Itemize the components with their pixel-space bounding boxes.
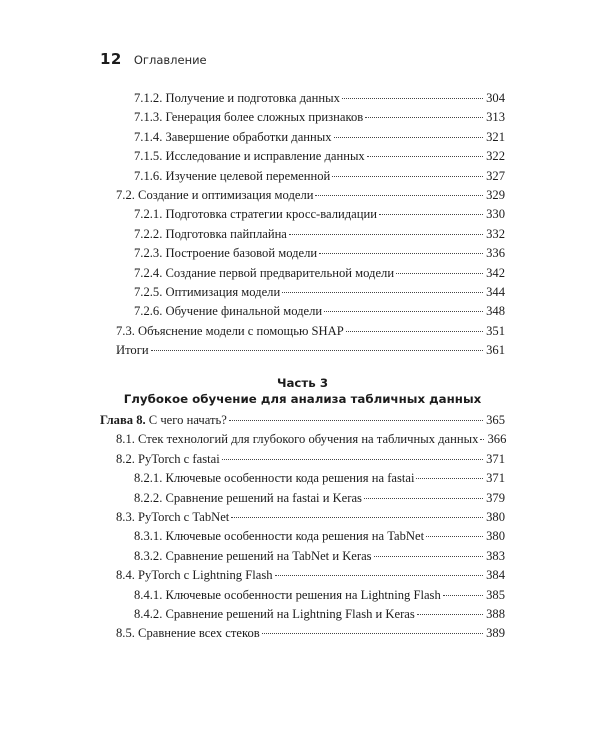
toc-entry-page-number: 329 bbox=[486, 187, 505, 202]
toc-entry-text: 7.1.3. Генерация более сложных признаков bbox=[134, 110, 364, 125]
toc-entry bbox=[100, 586, 505, 605]
running-head bbox=[100, 50, 207, 70]
dot-leader bbox=[417, 614, 483, 615]
toc-section-chapter-8 bbox=[100, 411, 505, 644]
dot-leader bbox=[379, 214, 483, 215]
toc-entry bbox=[100, 624, 505, 643]
toc-entry bbox=[100, 128, 505, 147]
dot-leader bbox=[396, 273, 483, 274]
toc-entry bbox=[100, 283, 505, 302]
toc-entry-text: 8.1. Стек технологий для глубокого обучения на табличных данных bbox=[116, 432, 479, 447]
toc-entry-title bbox=[116, 508, 229, 527]
dot-leader bbox=[426, 536, 483, 537]
toc-entry-page-number: 304 bbox=[486, 91, 505, 105]
toc-entry-text: 7.2.2. Подготовка пайплайна bbox=[134, 226, 287, 241]
toc-entry-text: 7.2.4. Создание первой предварительной модели bbox=[134, 265, 395, 280]
dot-leader bbox=[275, 575, 483, 576]
toc-entry-title bbox=[134, 527, 424, 546]
toc-entry-title bbox=[134, 128, 332, 147]
dot-leader bbox=[282, 292, 483, 293]
toc-entry-page-number: 321 bbox=[486, 129, 505, 144]
toc-entry-page-number: 351 bbox=[486, 323, 505, 338]
toc-entry-text: 7.1.5. Исследование и исправление данных bbox=[134, 149, 365, 164]
toc-entry-title bbox=[134, 302, 322, 321]
dot-leader bbox=[332, 176, 483, 177]
toc-entry-page-number: 389 bbox=[486, 626, 505, 641]
toc-entry bbox=[100, 605, 505, 624]
toc-entry-title bbox=[134, 264, 394, 283]
dot-leader bbox=[324, 311, 483, 312]
dot-leader bbox=[367, 156, 483, 157]
toc-entry-page-number: 327 bbox=[486, 168, 505, 183]
toc-entry bbox=[100, 411, 505, 430]
running-head-title: Оглавление bbox=[133, 53, 207, 67]
toc-entry-page-number: 336 bbox=[486, 246, 505, 261]
toc-entry-text: 8.4.2. Сравнение решений на Lightning Flash и Keras bbox=[134, 606, 415, 621]
toc-entry-title bbox=[100, 411, 227, 430]
toc-entry-title bbox=[134, 244, 317, 263]
toc-entry-title bbox=[134, 586, 441, 605]
toc-entry bbox=[100, 508, 505, 527]
toc-entry-title bbox=[134, 469, 414, 488]
toc-entry-text: 7.1.4. Завершение обработки данных bbox=[134, 129, 332, 144]
toc-entry-text: 7.2. Создание и оптимизация модели bbox=[116, 187, 314, 202]
dot-leader bbox=[315, 195, 483, 196]
toc-entry bbox=[100, 89, 505, 108]
toc-entry bbox=[100, 469, 505, 488]
toc-entry bbox=[100, 244, 505, 263]
toc-entry bbox=[100, 205, 505, 224]
toc-entry bbox=[100, 489, 505, 508]
toc-entry-title bbox=[134, 489, 362, 508]
toc-entry-page-number: 388 bbox=[486, 606, 505, 621]
toc-entry-title bbox=[134, 547, 372, 566]
dot-leader bbox=[262, 633, 483, 634]
toc-entry-title bbox=[116, 186, 313, 205]
toc-entry bbox=[100, 322, 505, 341]
toc-entry-text: 8.4. PyTorch с Lightning Flash bbox=[116, 568, 273, 583]
part-title: Глубокое обучение для анализа табличных данных bbox=[123, 392, 482, 406]
toc-entry-text: 8.2.1. Ключевые особенности кода решения на fastai bbox=[134, 471, 415, 486]
toc-entry-text: 8.3. PyTorch с TabNet bbox=[116, 509, 230, 524]
toc-entry-text: 8.3.2. Сравнение решений на TabNet и Keras bbox=[134, 548, 372, 563]
toc-entry-page-number: 330 bbox=[486, 207, 505, 222]
toc-entry-title bbox=[134, 605, 415, 624]
toc-entry-title bbox=[116, 322, 344, 341]
toc-entry-title bbox=[116, 430, 478, 449]
toc-entry-page-number: 365 bbox=[486, 413, 505, 427]
toc-entry-text: 7.2.3. Построение базовой модели bbox=[134, 246, 318, 261]
dot-leader bbox=[365, 117, 483, 118]
toc-entry-text: С чего начать? bbox=[145, 413, 227, 427]
page-number: 12 bbox=[100, 50, 122, 68]
toc-entry-text: 7.2.5. Оптимизация модели bbox=[134, 284, 281, 299]
toc-entry-page-number: 366 bbox=[487, 432, 507, 447]
toc-entry bbox=[100, 341, 505, 360]
dot-leader bbox=[334, 137, 483, 138]
dot-leader bbox=[342, 98, 483, 99]
toc-entry-title bbox=[134, 225, 287, 244]
toc-entry-page-number: 384 bbox=[486, 568, 505, 583]
toc-entry-page-number: 383 bbox=[486, 548, 505, 563]
toc-entry-title bbox=[134, 147, 365, 166]
toc-entry bbox=[100, 264, 505, 283]
toc-entry bbox=[100, 527, 505, 546]
toc-entry bbox=[100, 450, 505, 469]
toc-entry-text: 8.5. Сравнение всех стеков bbox=[116, 626, 260, 641]
toc-entry-page-number: 380 bbox=[486, 529, 505, 544]
toc-entry-page-number: 344 bbox=[486, 284, 505, 299]
toc-entry-text: 7.2.6. Обучение финальной модели bbox=[134, 304, 323, 319]
toc-entry-page-number: 380 bbox=[486, 509, 505, 524]
dot-leader bbox=[480, 439, 484, 440]
toc-entry-page-number: 342 bbox=[486, 265, 505, 280]
toc-entry-page-number: 361 bbox=[486, 343, 505, 358]
dot-leader bbox=[443, 595, 483, 596]
dot-leader bbox=[346, 331, 483, 332]
toc-entry bbox=[100, 302, 505, 321]
toc-entry-text: 8.2.2. Сравнение решений на fastai и Keras bbox=[134, 490, 362, 505]
toc-entry-title bbox=[116, 341, 149, 360]
chapter-label: Глава 8. bbox=[100, 413, 146, 427]
toc-entry-title bbox=[134, 205, 377, 224]
toc-entry-text: 7.1.6. Изучение целевой переменной bbox=[134, 168, 331, 183]
toc-entry-page-number: 313 bbox=[486, 110, 505, 125]
dot-leader bbox=[151, 350, 483, 351]
toc-entry bbox=[100, 186, 505, 205]
toc-entry-page-number: 379 bbox=[486, 490, 505, 505]
toc-entry-title bbox=[134, 108, 363, 127]
dot-leader bbox=[229, 420, 483, 421]
dot-leader bbox=[364, 498, 483, 499]
toc-entry-text: Итоги bbox=[116, 343, 149, 358]
toc-entry-page-number: 371 bbox=[486, 471, 505, 486]
toc-entry-text: 7.1.2. Получение и подготовка данных bbox=[134, 91, 340, 105]
toc-entry-page-number: 385 bbox=[486, 587, 505, 602]
toc-entry bbox=[100, 167, 505, 186]
dot-leader bbox=[231, 517, 483, 518]
part-number: Часть 3 bbox=[276, 376, 329, 390]
dot-leader bbox=[222, 459, 483, 460]
toc-entry-page-number: 348 bbox=[486, 304, 505, 319]
toc-entry-page-number: 371 bbox=[486, 451, 505, 466]
toc-entry-title bbox=[134, 283, 280, 302]
toc-section-chapter-7 bbox=[100, 89, 505, 360]
toc-entry-title bbox=[116, 566, 273, 585]
toc-entry-text: 8.4.1. Ключевые особенности решения на Lightning Flash bbox=[134, 587, 441, 602]
toc-entry-text: 7.2.1. Подготовка стратегии кросс-валидации bbox=[134, 207, 377, 222]
toc-entry bbox=[100, 547, 505, 566]
toc-entry-text: 8.2. PyTorch с fastai bbox=[116, 451, 220, 466]
toc-entry-title bbox=[116, 450, 220, 469]
toc-entry bbox=[100, 225, 505, 244]
toc-entry-title bbox=[134, 89, 340, 108]
dot-leader bbox=[289, 234, 483, 235]
toc-entry bbox=[100, 430, 505, 449]
dot-leader bbox=[416, 478, 483, 479]
part-heading bbox=[100, 375, 505, 407]
toc-entry bbox=[100, 147, 505, 166]
toc-entry-text: 8.3.1. Ключевые особенности кода решения на TabNet bbox=[134, 529, 425, 544]
toc-entry-title bbox=[134, 167, 330, 186]
toc-entry-title bbox=[116, 624, 260, 643]
toc-entry-page-number: 322 bbox=[486, 149, 505, 164]
toc-entry-text: 7.3. Объяснение модели с помощью SHAP bbox=[116, 323, 344, 338]
toc-entry bbox=[100, 108, 505, 127]
toc-entry-page-number: 332 bbox=[486, 226, 505, 241]
dot-leader bbox=[319, 253, 483, 254]
toc-entry bbox=[100, 566, 505, 585]
dot-leader bbox=[374, 556, 483, 557]
